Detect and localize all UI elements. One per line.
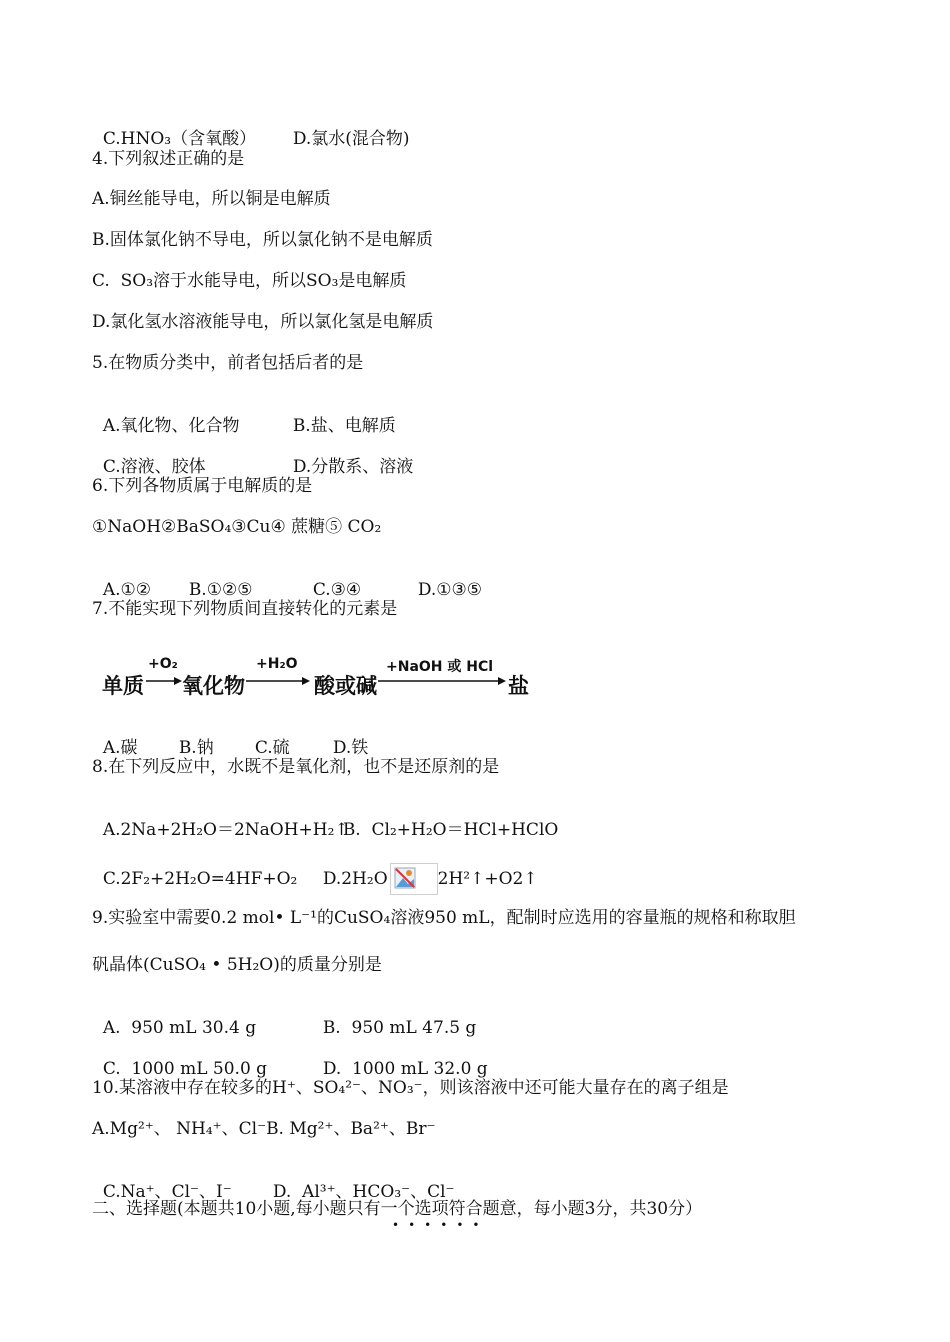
option-line: [92, 106, 410, 150]
option-d: D.氯水(混合物): [292, 129, 410, 149]
emphasis-dots: ••••••: [392, 1218, 489, 1232]
question-9-cont: 矾晶体(CuSO₄ • 5H₂O)的质量分别是: [92, 955, 382, 975]
option-line: [92, 1159, 455, 1203]
option-line: [92, 1036, 488, 1080]
option-a: A.碳: [102, 738, 138, 758]
scheme-oxide: 氧化物: [182, 674, 245, 698]
option-line: [92, 393, 396, 437]
question-6: 6.下列各物质属于电解质的是: [92, 476, 313, 496]
option-d-suffix: 2H²↑+O2↑: [437, 868, 538, 889]
scheme-element: 单质: [102, 674, 144, 698]
scheme-salt: 盐: [508, 674, 529, 698]
option-a: A.氧化物、化合物: [102, 416, 240, 436]
option-c: C.硫: [254, 738, 290, 758]
option-b: B.盐、电解质: [292, 416, 396, 436]
option-d-prefix: D.2H₂O: [322, 868, 388, 889]
option-line: [92, 557, 482, 601]
reagent-label: +NaOH 或 HCl: [386, 659, 494, 675]
option-a: A. 950 mL 30.4 g: [102, 1018, 257, 1038]
option-line: A.Mg²⁺、 NH₄⁺、Cl⁻B. Mg²⁺、Ba²⁺、Br⁻: [92, 1119, 436, 1139]
option-b: B. 950 mL 47.5 g: [322, 1018, 477, 1038]
option-line: [92, 434, 413, 478]
option-line: [92, 797, 558, 841]
option-d: D.分散系、溶液: [292, 457, 414, 477]
option-b: B.钠: [178, 738, 214, 758]
option-c: C.2F₂+2H₂O=4HF+O₂: [102, 868, 298, 889]
broken-image-icon: [390, 863, 438, 895]
option-line: D.氯化氢水溶液能导电，所以氯化氢是电解质: [92, 312, 434, 332]
option-b: B.①②⑤: [188, 580, 253, 600]
option-d: D. Al³⁺、HCO₃⁻、Cl⁻: [272, 1182, 455, 1202]
scheme-acid-base: 酸或碱: [314, 674, 377, 698]
option-d: D.铁: [332, 738, 369, 758]
option-c: C.Na⁺、Cl⁻、I⁻: [102, 1182, 232, 1202]
section-2-heading: 二、选择题(本题共10小题,每小题只有一个选项符合题意，每小题3分，共30分）: [92, 1199, 703, 1219]
option-b: B. Cl₂+H₂O＝HCl+HClO: [342, 820, 559, 840]
option-line: [92, 995, 476, 1039]
question-10: 10.某溶液中存在较多的H⁺、SO₄²⁻、NO₃⁻，则该溶液中还可能大量存在的离子组是: [92, 1078, 729, 1098]
option-line: B.固体氯化钠不导电，所以氯化钠不是电解质: [92, 230, 433, 250]
question-6-items: ①NaOH②BaSO₄③Cu④ 蔗糖⑤ CO₂: [92, 517, 382, 537]
question-5: 5.在物质分类中，前者包括后者的是: [92, 353, 364, 373]
question-7: 7.不能实现下列物质间直接转化的元素是: [92, 599, 398, 619]
option-line: [92, 841, 538, 895]
question-4: 4.下列叙述正确的是: [92, 149, 245, 169]
reagent-label: +H₂O: [256, 656, 298, 672]
option-line: [92, 715, 368, 759]
question-9: 9.实验室中需要0.2 mol• L⁻¹的CuSO₄溶液950 mL，配制时应选用的容量瓶的规格和称取胆: [92, 908, 796, 928]
option-line: C. SO₃溶于水能导电，所以SO₃是电解质: [92, 271, 407, 291]
reagent-label: +O₂: [148, 656, 178, 672]
option-c: C.③④: [312, 580, 362, 600]
option-c: C.HNO₃（含氧酸）: [102, 129, 257, 149]
option-line: A.铜丝能导电，所以铜是电解质: [92, 189, 331, 209]
option-d: D.①③⑤: [417, 580, 482, 600]
option-d: D. 1000 mL 32.0 g: [322, 1059, 488, 1079]
option-c: C. 1000 mL 50.0 g: [102, 1059, 268, 1079]
question-8: 8.在下列反应中，水既不是氧化剂，也不是还原剂的是: [92, 757, 500, 777]
option-a: A.①②: [102, 580, 151, 600]
option-c: C.溶液、胶体: [102, 457, 206, 477]
conversion-scheme: [100, 656, 540, 706]
option-a: A.2Na+2H₂O＝2NaOH+H₂↑: [102, 820, 349, 840]
